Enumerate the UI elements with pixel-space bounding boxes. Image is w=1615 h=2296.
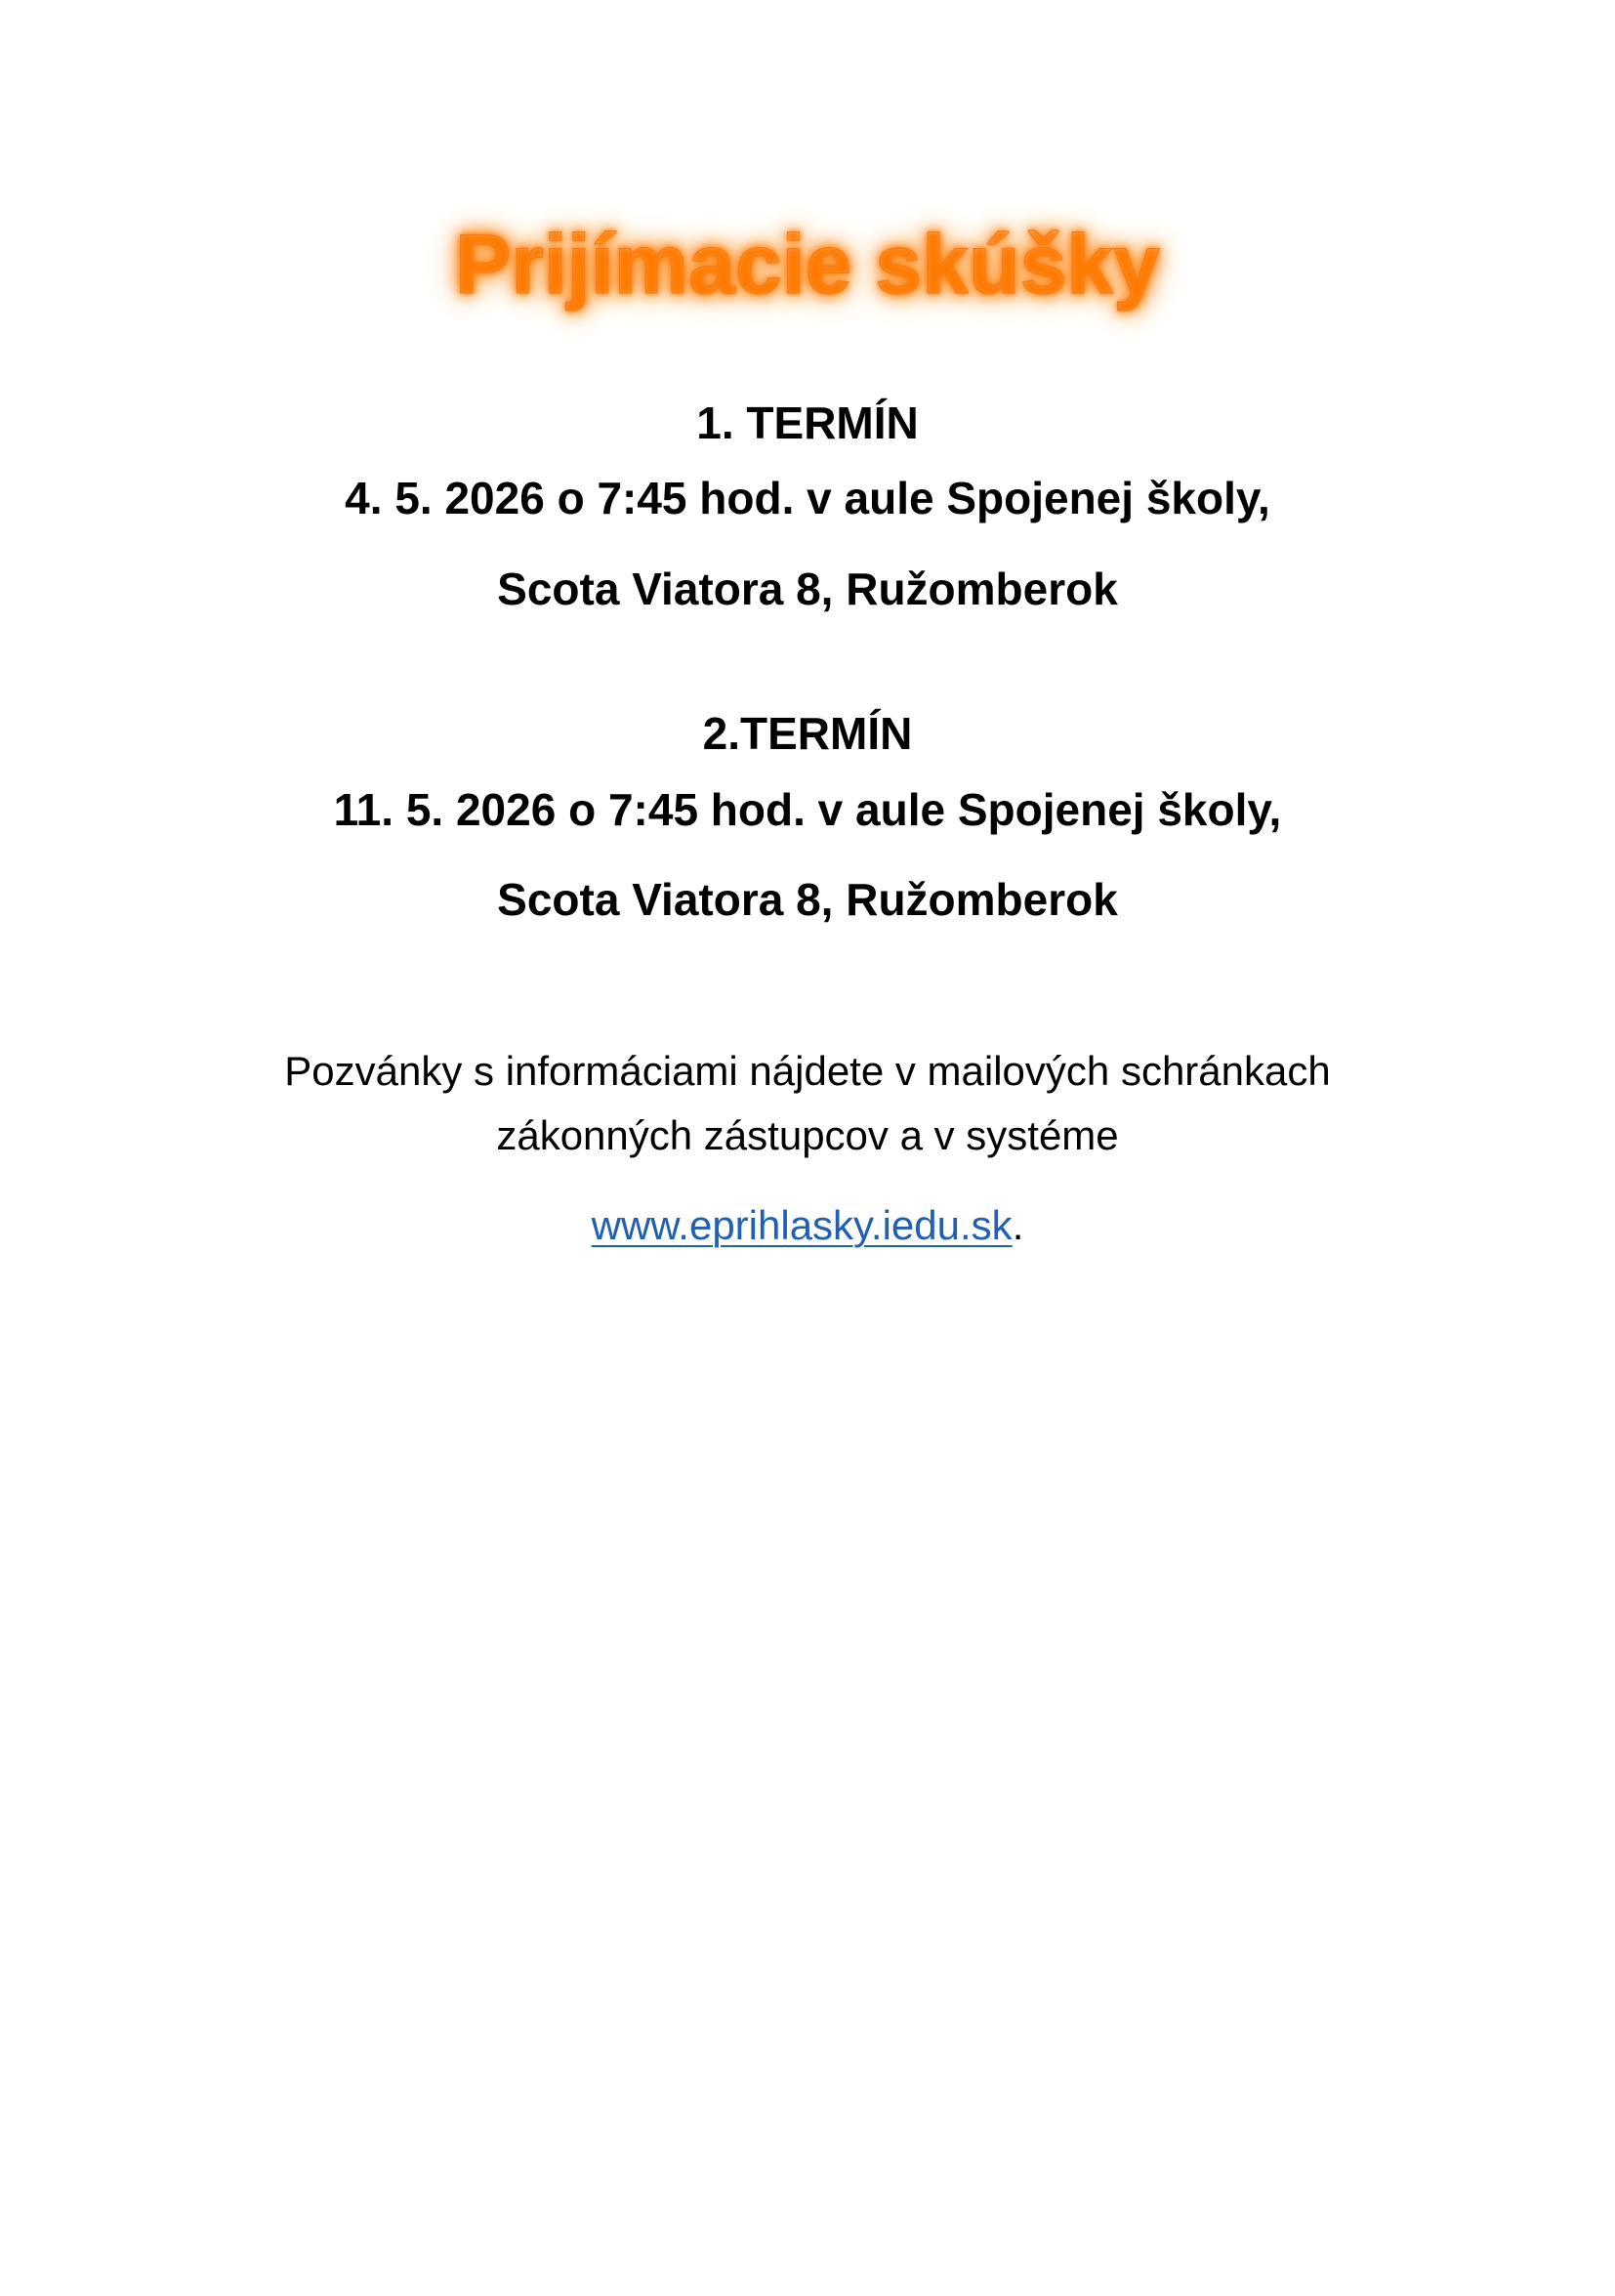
term-2-label: 2.TERMÍN <box>702 708 913 759</box>
page-title-text: Prijímacie skúšky <box>455 218 1160 312</box>
eprihlasky-link[interactable]: www.eprihlasky.iedu.sk <box>591 1202 1013 1248</box>
term-1-address: Scota Viatora 8, Ružomberok <box>497 564 1118 614</box>
term-1-label: 1. TERMÍN <box>696 397 919 448</box>
info-link-line <box>0 1202 1615 1248</box>
page-title <box>0 217 1615 313</box>
info-line-2: zákonných zástupcov a v systéme <box>496 1112 1119 1158</box>
link-suffix: . <box>1012 1202 1024 1248</box>
term-2-date-line: 11. 5. 2026 o 7:45 hod. v aule Spojenej školy, <box>333 784 1282 835</box>
info-line-1: Pozvánky s informáciami nájdete v mailových schránkach <box>284 1048 1331 1094</box>
term-2-address: Scota Viatora 8, Ružomberok <box>497 874 1118 925</box>
term-1-date-line: 4. 5. 2026 o 7:45 hod. v aule Spojenej školy, <box>345 473 1270 523</box>
